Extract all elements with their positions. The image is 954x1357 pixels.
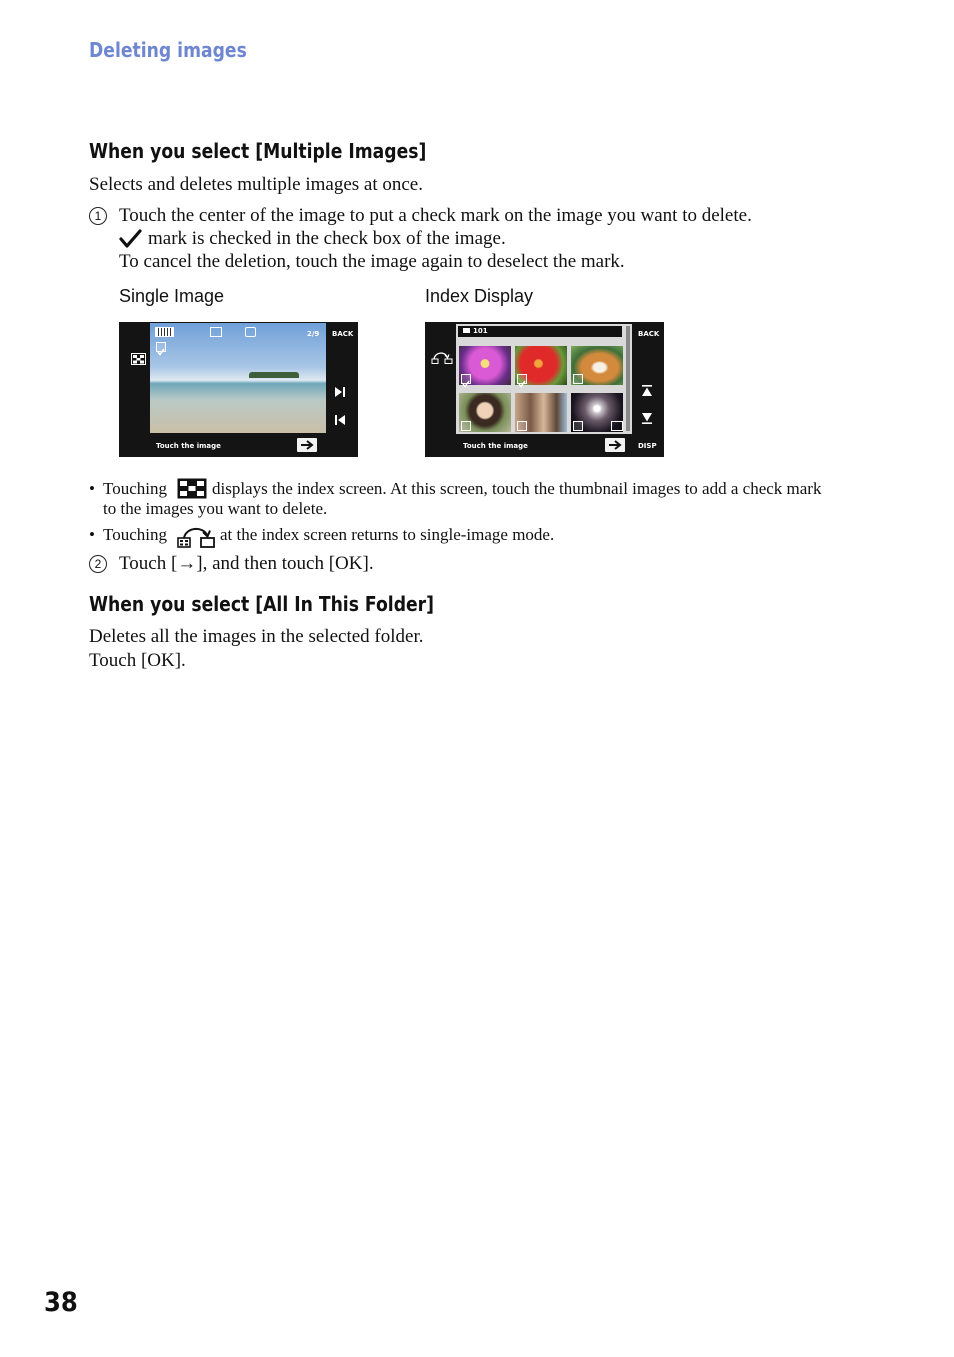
bullet1-text-cont: to the images you want to delete. <box>103 499 328 518</box>
single-mode-icon <box>177 524 217 553</box>
single-image-screen <box>119 322 358 457</box>
index-display-caption: Index Display <box>425 286 534 306</box>
bullet-dot: • <box>89 479 95 498</box>
size-icon <box>210 327 222 337</box>
step-number: 2 <box>89 555 107 573</box>
disp-button[interactable]: DISP <box>638 442 657 450</box>
folder-icon <box>463 328 470 333</box>
scrollbar[interactable] <box>626 326 630 431</box>
previous-image-icon[interactable] <box>334 412 346 430</box>
return-single-icon[interactable] <box>431 350 453 369</box>
scroll-down-icon[interactable] <box>642 411 652 429</box>
step1-line2: mark is checked in the check box of the image. <box>148 228 506 249</box>
bullet1-text: displays the index screen. At this screen, touch the thumbnail images to add a check mark <box>212 479 822 498</box>
step1-marker <box>89 207 107 226</box>
touch-hint: Touch the image <box>156 442 221 450</box>
island-shape <box>249 372 299 378</box>
back-button[interactable]: BACK <box>638 330 660 338</box>
all-in-folder-heading: When you select [All In This Folder] <box>89 592 435 616</box>
step2-marker <box>89 555 107 574</box>
multiple-intro: Selects and deletes multiple images at once. <box>89 174 423 195</box>
index-display-screen <box>425 322 664 457</box>
bullet2-text: at the index screen returns to single-image mode. <box>220 525 555 544</box>
thumbnail-checkbox-checked[interactable] <box>461 374 471 384</box>
touch-hint: Touch the image <box>463 442 528 450</box>
battery-icon <box>155 327 174 337</box>
index-view-icon[interactable] <box>131 352 146 370</box>
bullet1-touching: Touching <box>103 479 167 498</box>
image-counter: 2/9 <box>307 330 320 338</box>
back-button[interactable]: BACK <box>332 330 354 338</box>
step1-line1: Touch the center of the image to put a check mark on the image you want to delete. <box>119 205 752 226</box>
proceed-arrow-button[interactable] <box>297 438 317 452</box>
beach-photo <box>150 323 326 433</box>
thumbnail-checkbox[interactable] <box>573 374 583 384</box>
next-image-icon[interactable] <box>334 384 346 402</box>
memory-icon <box>245 327 256 337</box>
multiple-images-heading: When you select [Multiple Images] <box>89 139 427 163</box>
image-checkbox[interactable] <box>156 342 166 352</box>
step1-line3: To cancel the deletion, touch the image again to deselect the mark. <box>119 251 625 272</box>
proceed-arrow-button[interactable] <box>605 438 625 452</box>
single-image-caption: Single Image <box>119 286 225 306</box>
scroll-up-icon[interactable] <box>642 383 652 401</box>
bullet2-touching: Touching <box>103 525 167 544</box>
folder-line2: Touch [OK]. <box>89 650 186 671</box>
folder-number: 101 <box>473 327 488 335</box>
step2-text: Touch [→], and then touch [OK]. <box>119 553 374 574</box>
thumbnail-checkbox[interactable] <box>573 421 583 431</box>
thumbnail-checkbox-checked[interactable] <box>517 374 527 384</box>
folder-line1: Deletes all the images in the selected folder. <box>89 626 424 647</box>
movie-icon <box>611 421 623 431</box>
thumbnail-checkbox[interactable] <box>517 421 527 431</box>
step-number: 1 <box>89 207 107 225</box>
bullet-dot: • <box>89 525 95 544</box>
section-title: Deleting images <box>89 38 247 62</box>
thumbnail-checkbox[interactable] <box>461 421 471 431</box>
page-number: 38 <box>44 1287 78 1318</box>
